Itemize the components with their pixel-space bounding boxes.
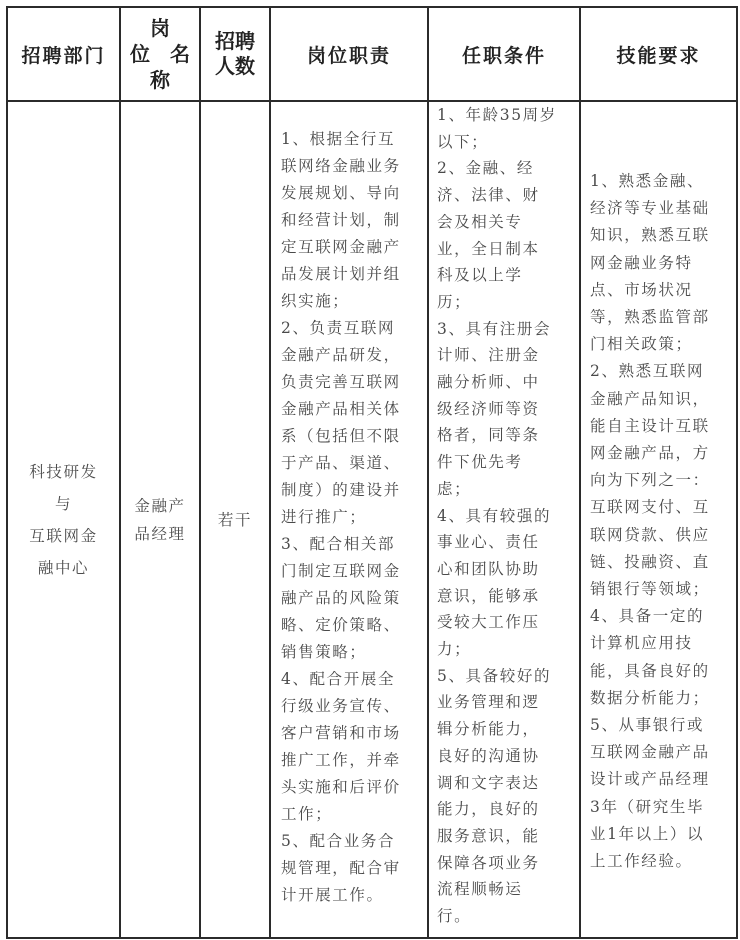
qualifications-line: 级经济师等资 [437,399,540,418]
duties-line: 定互联网金融产 [281,238,401,256]
qualifications-line: 济、法律、财 [437,186,540,205]
duties-cell [281,126,423,909]
skills-cell [590,168,734,875]
duties-line: 行级业务宣传、 [281,697,401,715]
skills-line: 网金融业务特 [590,253,693,272]
department-cell [8,102,119,937]
duties-line: 联网络金融业务 [281,157,401,175]
qualifications-line: 2、金融、经 [437,159,534,178]
qualifications-line: 4、具有较强的 [437,506,552,525]
qualifications-line: 业务管理和逻 [437,693,540,712]
qualifications-line: 3、具有注册会 [437,319,552,338]
duties-line: 系（包括但不限 [281,427,401,445]
qualifications-line: 流程顺畅运 [437,880,523,899]
duties-line: 品发展计划并组 [281,265,401,283]
duties-line: 3、配合相关部 [281,535,396,553]
skills-line: 计算机应用技 [590,634,693,653]
duties-line: 制度）的建设并 [281,481,401,499]
department-line: 融中心 [37,558,90,577]
skills-line: 向为下列之一： [590,471,710,490]
department-line: 科技研发 [29,462,98,481]
header-department: 招聘部门 [21,44,106,67]
duties-line: 融产品的风险策 [281,589,401,607]
skills-line: 能，具备良好的 [590,661,710,680]
skills-line: 点、市场状况 [590,280,693,299]
duties-line: 负责完善互联网 [281,373,401,391]
skills-line: 经济等专业基础 [590,199,710,218]
qualifications-line: 辑分析能力， [437,720,540,739]
duties-line: 于产品、渠道、 [281,454,401,472]
duties-line: 和经营计划，制 [281,211,401,229]
position-line: 金融产 [134,496,186,515]
table-bottom-border [6,937,738,939]
header-headcount [201,8,269,100]
qualifications-line: 融分析师、中 [437,373,540,392]
qualifications-line: 虑； [437,479,472,498]
skills-line: 知识，熟悉互联 [590,226,710,245]
headcount-cell [201,102,269,937]
duties-line: 进行推广； [281,508,367,526]
duties-line: 工作； [281,805,333,823]
skills-line: 上工作经验。 [590,852,693,871]
headcount-value: 若干 [217,510,253,529]
position-cell [121,102,199,937]
header-position-line: 称 [150,68,170,92]
skills-line: 4、具备一定的 [590,607,705,626]
qualifications-line: 能力，良好的 [437,800,540,819]
skills-line: 等，熟悉监管部 [590,308,710,327]
header-position-line: 岗 [150,16,170,40]
header-qualifications: 任职条件 [461,44,546,67]
department-line: 互联网金 [29,526,98,545]
duties-line: 金融产品相关体 [281,400,401,418]
qualifications-line: 1、年龄35周岁 [437,106,557,124]
duties-line: 推广工作，并牵 [281,751,401,769]
skills-line: 互联网金融产品 [590,743,710,762]
duties-line: 门制定互联网金 [281,562,401,580]
qualifications-line: 格者，同等条 [437,426,540,445]
skills-line: 门相关政策； [590,335,693,354]
skills-line: 互联网支付、互 [590,498,710,517]
header-duties: 岗位职责 [306,44,391,67]
qualifications-line: 件下优先考 [437,453,523,472]
skills-line: 金融产品知识， [590,389,710,408]
qualifications-line: 保障各项业务 [437,853,540,872]
qualifications-line: 会及相关专 [437,212,523,231]
duties-line: 客户营销和市场 [281,724,401,742]
qualifications-line: 以下； [437,132,489,151]
duties-line: 规管理，配合审 [281,859,401,877]
qualifications-line: 行。 [437,907,472,926]
skills-line: 联网贷款、供应 [590,525,710,544]
header-position-line: 位 名 [130,42,190,66]
header-headcount-line: 招聘 [215,29,255,53]
duties-line: 头实施和后评价 [281,778,401,796]
duties-line: 5、配合业务合 [281,832,396,850]
skills-line: 销银行等领域； [590,580,710,599]
qualifications-line: 良好的沟通协 [437,746,540,765]
department-line: 与 [54,494,73,513]
qualifications-line: 计师、注册金 [437,346,540,365]
duties-line: 2、负责互联网 [281,319,396,337]
qualifications-line: 调和文字表达 [437,773,540,792]
header-headcount-line: 人数 [215,54,255,78]
duties-line: 4、配合开展全 [281,670,396,688]
column-border [579,6,581,939]
qualifications-line: 意识，能够承 [437,586,540,605]
skills-line: 业1年以上）以 [590,824,705,843]
skills-line: 5、从事银行或 [590,716,705,735]
skills-line: 网金融产品，方 [590,444,710,463]
qualifications-line: 5、具备较好的 [437,666,552,685]
skills-line: 能自主设计互联 [590,416,710,435]
duties-line: 发展规划、导向 [281,184,401,202]
column-border [269,6,271,939]
qualifications-line: 力； [437,640,472,659]
duties-line: 织实施； [281,292,350,310]
column-border [736,6,738,939]
skills-line: 1、熟悉金融、 [590,172,705,190]
qualifications-line: 心和团队协助 [437,559,540,578]
column-border [427,6,429,939]
header-position [121,8,199,100]
qualifications-line: 服务意识，能 [437,826,540,845]
skills-line: 2、熟悉互联网 [590,362,705,381]
duties-line: 销售策略； [281,643,367,661]
qualifications-line: 受较大工作压 [437,613,540,632]
position-line: 品经理 [134,524,186,543]
header-skills: 技能要求 [616,44,701,67]
duties-line: 计开展工作。 [281,886,384,904]
skills-line: 链、投融资、直 [590,552,710,571]
qualifications-cell [437,102,577,930]
skills-line: 3年（研究生毕 [590,797,705,816]
qualifications-line: 历； [437,292,472,311]
qualifications-line: 事业心、责任 [437,533,540,552]
skills-line: 数据分析能力； [590,688,710,707]
skills-line: 设计或产品经理 [590,770,710,789]
duties-line: 1、根据全行互 [281,130,396,148]
duties-line: 金融产品研发， [281,346,401,364]
qualifications-line: 科及以上学 [437,266,523,285]
qualifications-line: 业，全日制本 [437,239,540,258]
duties-line: 略、定价策略、 [281,616,401,634]
